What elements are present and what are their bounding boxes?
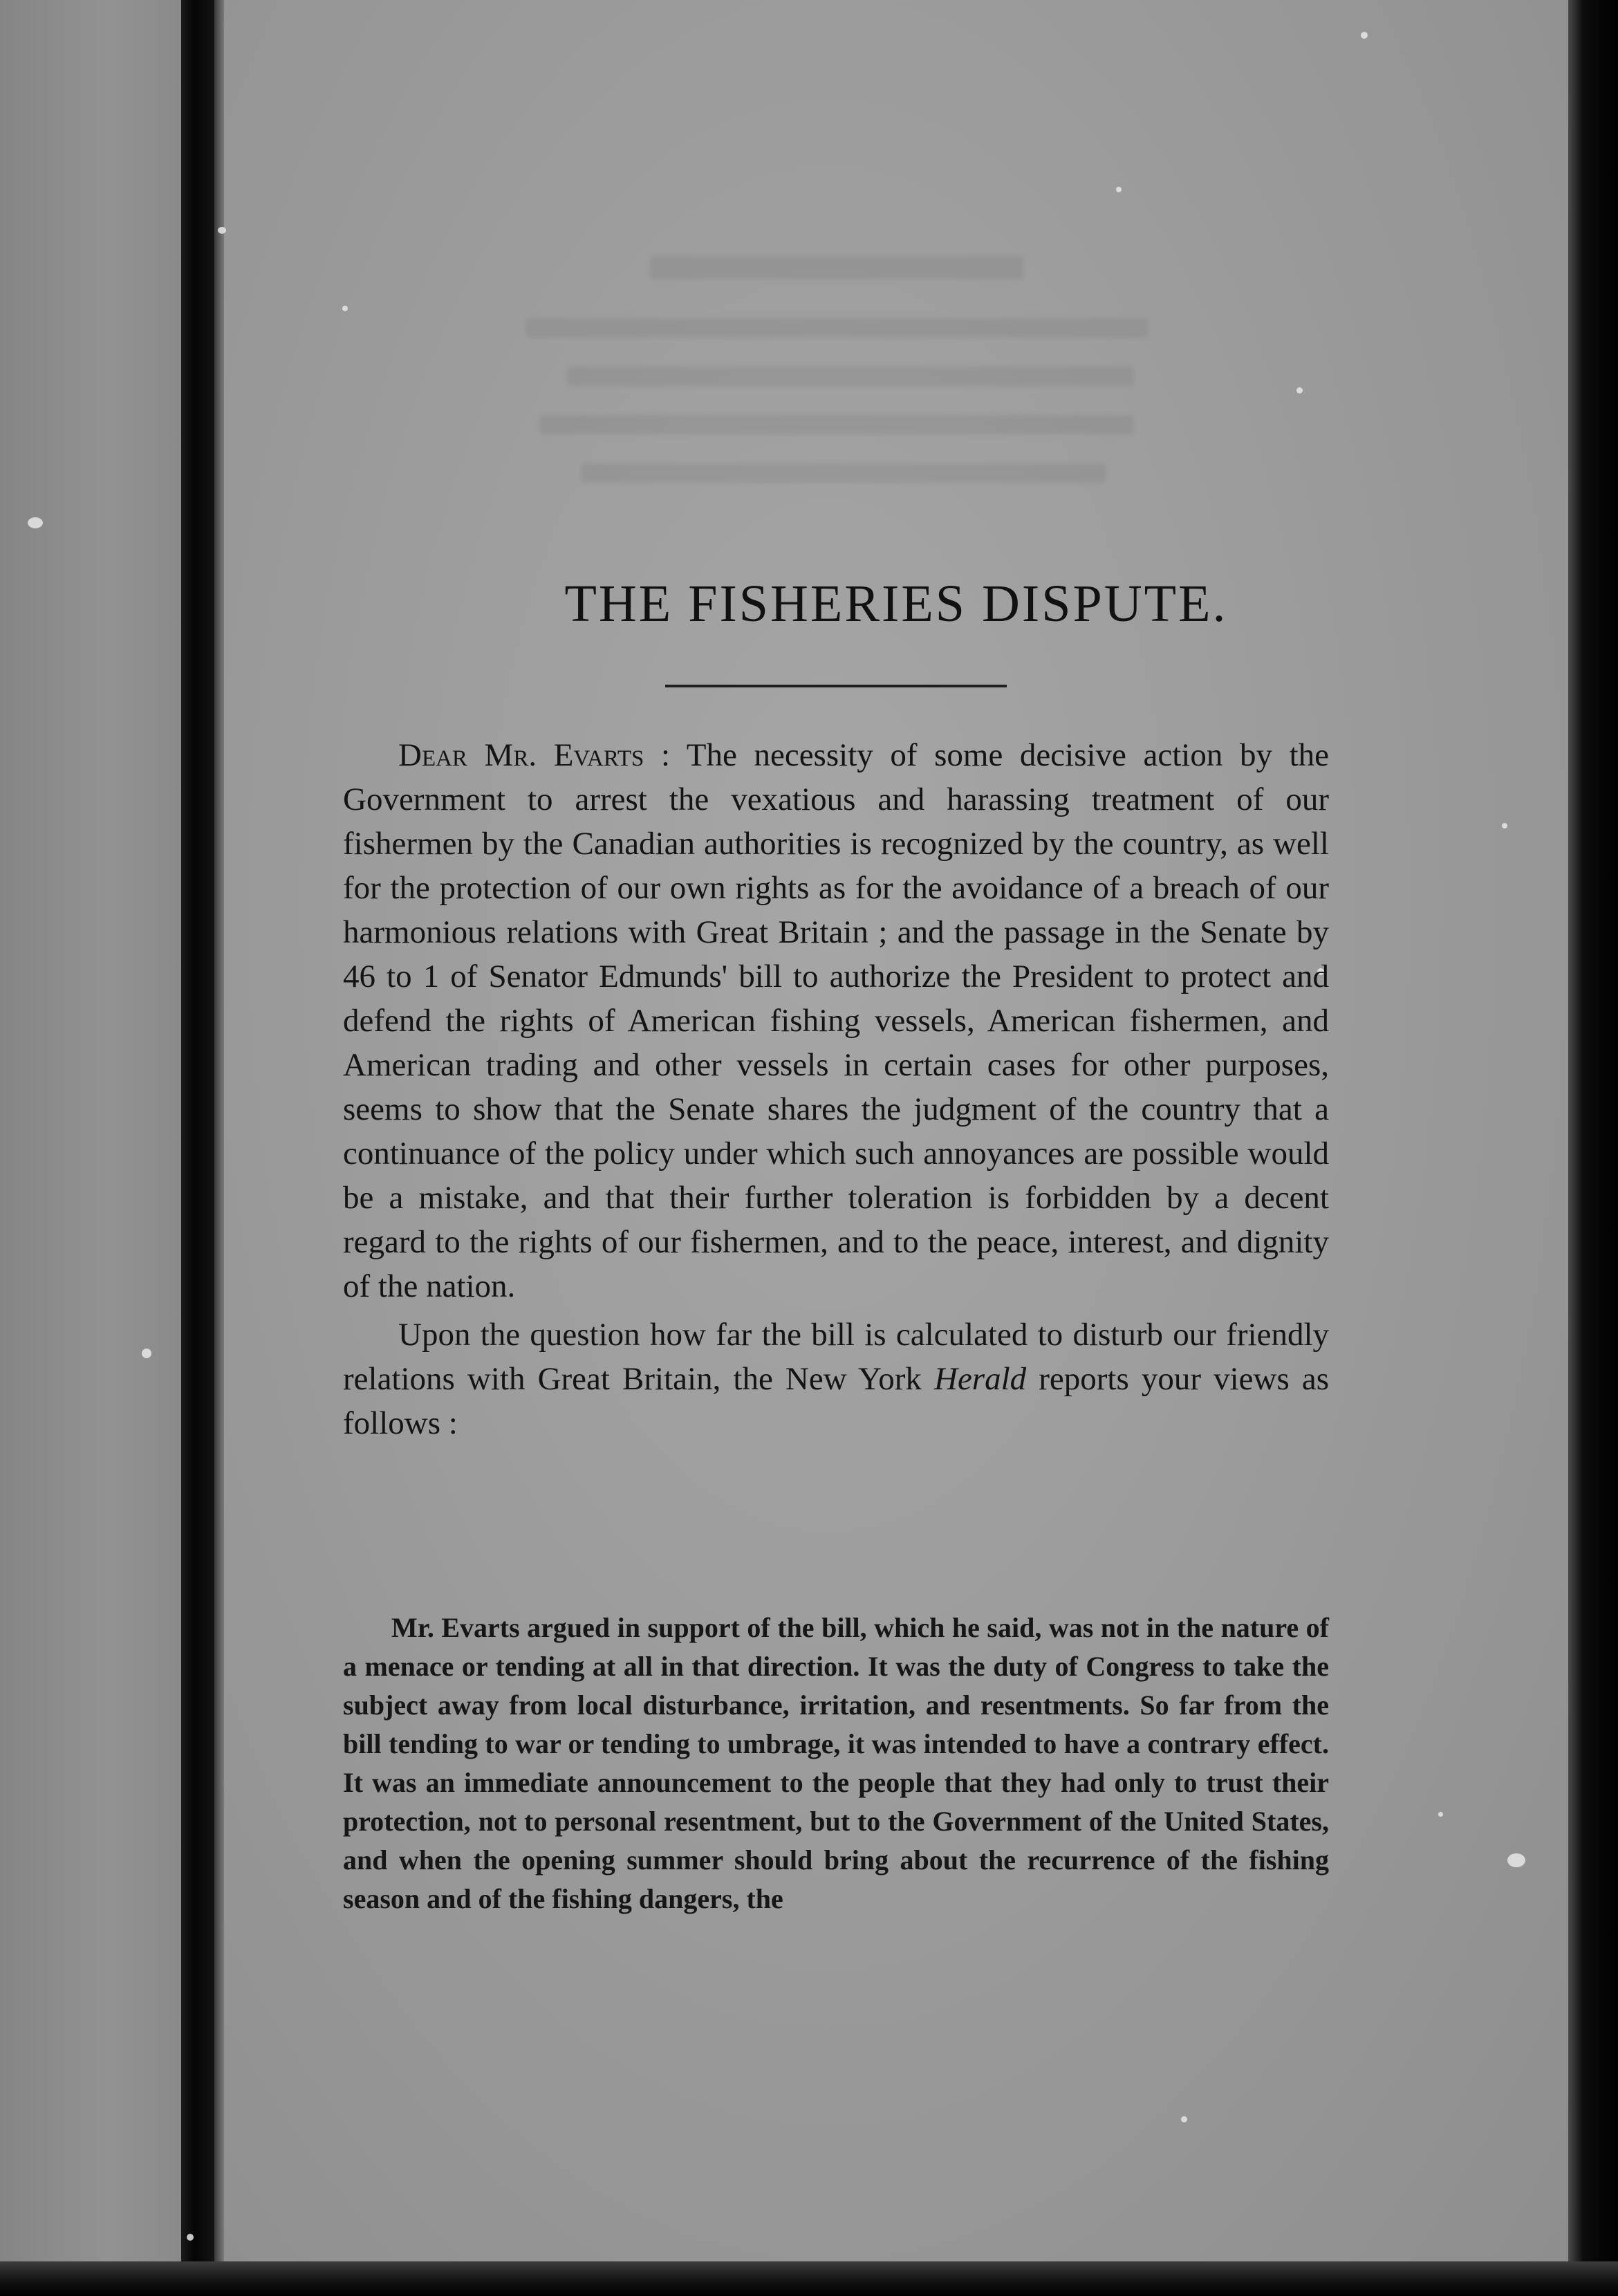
show-through-line (581, 463, 1106, 483)
scan-speck (1438, 1812, 1443, 1817)
paragraph-2-text-after: reports your views as follows : (343, 1361, 1329, 1441)
paragraph-1-text: The necessity of some decisive action by the Government to arrest the vexatious and harassing treatment of our fishermen by the Canadian authorities is recognized by the country, as well for the protection of our own rights as for the avoidance of a breach of our harmonious relations with Great Britain ; and the passage in the Senate by 46 to 1 of Senator Edmunds' bill to authorize the President to protect and defend the rights of American fishing vessels, American fishermen, and American trading and other vessels in certain cases for other purposes, seems to show that the Senate shares the judgment of the country that a continuance of the policy under which such annoyances are possible would be a mistake, and that their further toleration is forbidden by a decent regard to the rights of our fishermen, and to the peace, interest, and dignity of the nation. (343, 737, 1329, 1304)
paragraph-1 (343, 733, 1329, 1308)
block-quote (343, 1609, 1329, 1918)
paragraph-2 (343, 1313, 1329, 1445)
gutter-shadow (214, 0, 224, 2296)
salutation: Dear Mr. Evarts : (398, 737, 671, 773)
scan-speck (1507, 1853, 1525, 1867)
scan-speck (218, 227, 226, 234)
binding-gutter (181, 0, 214, 2296)
title-rule (665, 685, 1007, 687)
scan-speck (1116, 187, 1122, 192)
newspaper-name: Herald (934, 1361, 1027, 1397)
scan-speck (28, 517, 43, 528)
adjacent-page-edge (0, 0, 181, 2296)
paragraph-2-text-before: Upon the question how far the bill is calculated to disturb our friendly relations with Great Britain, the New York (343, 1317, 1329, 1397)
scan-speck (142, 1349, 151, 1358)
scan-speck (1361, 32, 1368, 39)
show-through-line (567, 367, 1134, 386)
document-title: THE FISHERIES DISPUTE. (564, 575, 1228, 633)
scan-speck (1502, 823, 1507, 828)
scan-speck (342, 306, 348, 311)
show-through-line (539, 415, 1134, 434)
scan-speck (1181, 2116, 1187, 2122)
show-through-line (650, 256, 1023, 279)
show-through-line (526, 318, 1148, 337)
quote-text: Mr. Evarts argued in support of the bill, which he said, was not in the nature of a menace or tending at all in that direction. It was the duty of Congress to take the subject away from local disturbance, irritation, and resentments. So far from the bill tending to war or tending to umbrage, it was intended to have a contrary effect. It was an immediate announcement to the people that they had only to trust their protection, not to personal resentment, but to the Government of the United States, and when the opening summer should bring about the recurrence of the fishing season and of the fishing dangers, the (343, 1612, 1329, 1914)
scan-speck (187, 2234, 194, 2241)
bottom-scan-border (0, 2261, 1618, 2296)
right-scan-border (1568, 0, 1618, 2296)
scan-speck (1296, 387, 1303, 394)
letter-body (343, 733, 1329, 1445)
